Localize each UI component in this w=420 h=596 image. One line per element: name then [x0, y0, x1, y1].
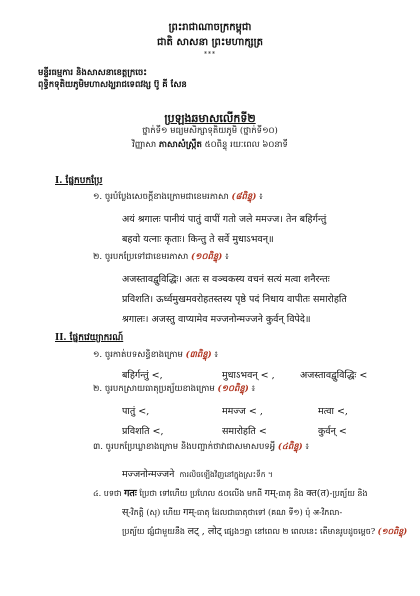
s2-q3-prompt	[93, 442, 309, 454]
s1-q1-prompt	[93, 192, 263, 204]
s1-q2-sanskrit-3: श्रगालः। अजस्तु वाप्यामेव मज्जनोन्मज्जने कुर्वन् विपेदे॥	[122, 314, 311, 325]
s1-q2-sanskrit-1: अजस्तावद्वुविद्धिः। अतः स वञ्चकस्य वचनं सत्यं मत्वा शनैरन्तः	[122, 274, 330, 285]
s2-q2-item-4: प्रविशति <,	[122, 426, 164, 437]
s2-q1-prompt	[93, 350, 218, 362]
ornament-divider: ***	[204, 51, 216, 58]
school-line: ពុទ្ធិកទុតិយភូមិមហាសង្ឃរាជទេពវង្ស ប៊ូ គី សែន	[38, 80, 187, 90]
s2-q3-points: (៤ពិន្ទុ)	[277, 442, 303, 452]
s2-q4-lakara: लट् , लोट्	[187, 526, 222, 537]
s2-q1-item-2: मुधाऽभवन् < ,	[222, 370, 275, 381]
s2-q1-points: (៣ពិន្ទុ)	[185, 350, 212, 360]
s2-q2-item-3: मत्वा <,	[318, 406, 348, 417]
s1-q1-points: (៨ពិន្ទុ)	[231, 192, 257, 202]
s2-q4-l2a: स्	[122, 507, 129, 518]
s2-q2-item-5: समारोहति <	[222, 426, 267, 437]
s1-q1-text: ១. ចូរបំប្លែងសេចក្តីខាងក្រោមជាខេមរភាសា	[93, 192, 229, 202]
s2-q4-word: गतः	[124, 488, 137, 499]
s2-q3-word-line	[122, 462, 273, 481]
s1-q1-sanskrit-1: अयं श्रगालः पानीयं पातुं वापीं गतो जले ममज्ज। तेन बहिर्गन्तुं	[122, 214, 327, 225]
subject-name: ភាសាសំស្ក្រឹត	[158, 140, 202, 150]
s2-q3-text: ៣. ចូរបកប្រែឃ្លាខាងក្រោម និងបញ្ជាក់ថាវាជាសមាសបទអ្វី	[93, 442, 276, 452]
s2-q1-item-1: बहिर्गन्तुं <,	[122, 370, 163, 381]
s1-q2-points: (១០ពិន្ទុ)	[191, 252, 223, 262]
s2-q2-colon: ៖	[251, 384, 256, 394]
exam-title: ប្រឡងឆមាសលើកទី២	[164, 112, 256, 125]
s1-q2-prompt	[93, 252, 229, 264]
s2-q1-colon: ៖	[214, 350, 219, 360]
s2-q3-gloss: ការលិចឡើងវិញនៅក្នុងស្រះទឹក ។	[179, 470, 273, 479]
s2-q3-word: मज्जनोन्मज्जने	[122, 469, 175, 480]
section-2-heading: II. ផ្នែកវេយ្យាករណ៍	[55, 333, 124, 343]
s2-q4-l2d: अ-វិភលា-	[312, 508, 343, 517]
s2-q2-item-6: कुर्वन् <	[318, 426, 347, 437]
s2-q4-line-3	[122, 524, 407, 538]
s1-q2-sanskrit-2: प्रविशति। ऊर्ध्वमुखमवरोहतस्तस्य पृष्ठे पदं निधाय वापीतः समारोहति	[122, 294, 347, 305]
s1-q1-sanskrit-2: बहवो यत्नाः कृताः। किन्तु ते सर्वे मुधाऽभवन्॥	[122, 234, 274, 245]
s2-q3-colon: ៖	[305, 442, 310, 452]
subject-details: ៥០ពិន្ទុ រយៈពេល ៦០នាទី	[204, 140, 288, 150]
s2-q4-l2c: -ធាតុ ដែលជាធាតុថាទៅ (គណ ទី១) ប៉ុ	[194, 508, 311, 517]
s2-q4-l1b: -ធាតុ និង	[275, 489, 304, 498]
s1-q1-colon: ៖	[259, 192, 263, 202]
subject-prefix: វិញ្ញាសា	[132, 140, 157, 150]
s2-q4-root: गम्	[264, 488, 276, 499]
s2-q4-points: (១០ពិន្ទុ)	[377, 526, 408, 536]
s2-q2-item-1: पातुं <,	[122, 406, 150, 417]
s2-q2-item-2: ममज्ज < ,	[222, 406, 263, 417]
s2-q4-l2b: -វិភត្តិ (សុ) ហើយ	[128, 508, 181, 517]
s2-q4-l3b: ផ្សេងៗគ្នា នៅពេល ២ ពេលនេះ តើមានរូបដូចម្ដេច?	[224, 527, 376, 536]
s2-q2-points: (១០ពិន្ទុ)	[217, 384, 249, 394]
s2-q4-root-2: गम्	[183, 507, 195, 518]
s2-q4-line-1	[93, 486, 368, 500]
s2-q4-l3a: ប្រត្យ័យ ផ្សំជាមួយនឹង	[122, 527, 186, 536]
section-1-heading: I. ផ្នែកបកប្រែ	[55, 176, 103, 186]
s1-q2-colon: ៖	[225, 252, 229, 262]
s2-q2-prompt	[93, 384, 255, 396]
s2-q4-text: ៤. បទថា	[93, 489, 122, 498]
s2-q1-text: ១. ចូរកាត់បទសន្ធិខាងក្រោម	[93, 350, 183, 360]
national-motto: ជាតិ សាសនា ព្រះមហាក្សត្រ	[157, 37, 263, 48]
s2-q4-l1c: -ប្រត្យ័យ និង	[329, 489, 368, 498]
s2-q4-l1: ប្រែថា ទៅហើយ ប្រហែល ៥០លើង មកពី	[139, 489, 263, 498]
ministry-line: មន្ទីរធម្មការ និងសាសនាខេត្តក្រចេះ	[38, 68, 148, 78]
s2-q2-text: ២. ចូរបកស្រាយធាតុប្រត្យ័យខាងក្រោម	[93, 384, 215, 394]
s2-q4-line-2	[122, 505, 342, 519]
s1-q2-text: ២. ចូរបកប្រែទៅជាខេមរភាសា	[93, 252, 189, 262]
s2-q1-item-3: अजस्तावद्वुविद्धिः <	[300, 370, 368, 381]
class-line: ថ្នាក់ទី១ មធ្យមសិក្សាទុតិយភូមិ (ថ្នាក់ទី១០)	[142, 126, 278, 136]
kingdom-header: ព្រះរាជាណាចក្រកម្ពុជា	[168, 22, 252, 33]
subject-line	[0, 140, 420, 152]
s2-q4-suffix: क्त(त)	[306, 488, 330, 499]
